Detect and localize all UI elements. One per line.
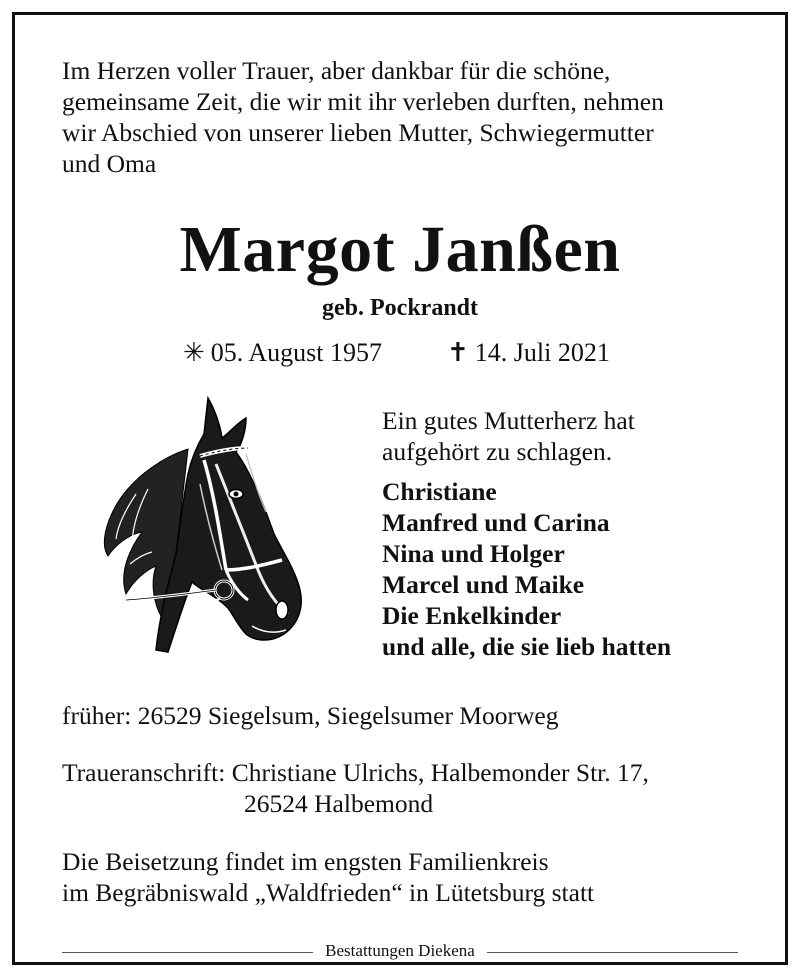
- intro-text: [62, 55, 752, 179]
- mourner-entry: Nina und Holger: [382, 539, 565, 568]
- condolence-line: aufgehört zu schlagen.: [382, 437, 613, 466]
- birth-date: 05. August 1957: [210, 338, 382, 367]
- death-cross-icon: ✝: [447, 338, 469, 367]
- mourner-entry: Christiane: [382, 477, 497, 506]
- intro-line: gemeinsame Zeit, die wir mit ihr verleben durften, nehmen: [62, 87, 664, 116]
- mourners-list: [382, 476, 671, 662]
- mourner-entry: und alle, die sie lieb hatten: [382, 632, 672, 661]
- death-date-group: [447, 336, 610, 370]
- mourning-address-line1: Traueranschrift: Christiane Ulrichs, Halbemonder Str. 17,: [62, 758, 649, 787]
- burial-line: Die Beisetzung findet im engsten Familienkreis: [62, 847, 549, 876]
- mourner-entry: Manfred und Carina: [382, 508, 610, 537]
- former-address: früher: 26529 Siegelsum, Siegelsumer Moorweg: [62, 701, 559, 730]
- mourner-entry: Die Enkelkinder: [382, 601, 562, 630]
- birth-date-group: [183, 336, 382, 370]
- intro-line: und Oma: [62, 149, 157, 178]
- horse-head-icon: [96, 394, 306, 656]
- burial-line: im Begräbniswald „Waldfrieden“ in Lütetsburg statt: [62, 878, 595, 907]
- mourner-entry: Marcel und Maike: [382, 570, 585, 599]
- burial-info: [62, 846, 594, 908]
- funeral-home: [0, 941, 800, 961]
- death-date: 14. Juli 2021: [474, 338, 610, 367]
- mourning-address: [62, 757, 649, 819]
- birth-name: geb. Pockrandt: [322, 295, 478, 321]
- intro-line: wir Abschied von unserer lieben Mutter, Schwiegermutter: [62, 118, 654, 147]
- intro-line: Im Herzen voller Trauer, aber dankbar für die schöne,: [62, 56, 611, 85]
- deceased-name: Margot Janßen: [179, 213, 621, 286]
- condolence-line: Ein gutes Mutterherz hat: [382, 406, 635, 435]
- funeral-home-name: Bestattungen Diekena: [313, 941, 487, 960]
- life-dates: [0, 336, 800, 370]
- mourning-address-line2: 26524 Halbemond: [244, 789, 434, 818]
- condolence-text: [382, 405, 635, 467]
- birth-star-icon: ✳: [183, 338, 205, 367]
